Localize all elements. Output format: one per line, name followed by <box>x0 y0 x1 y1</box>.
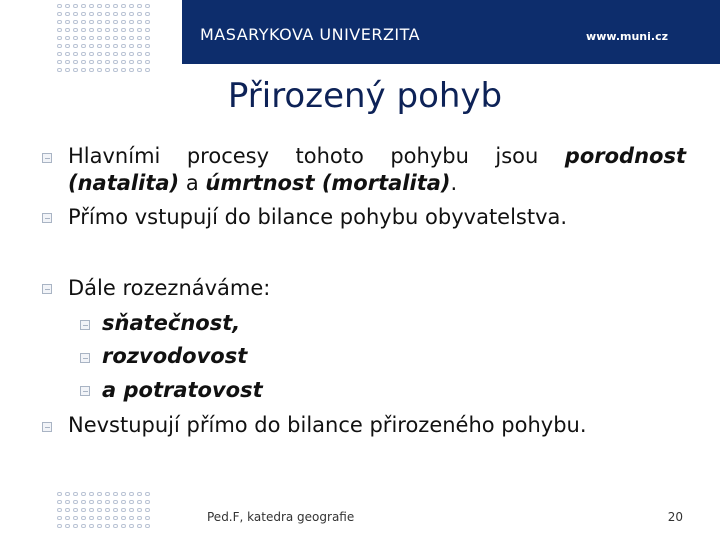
sub-bullet-icon <box>80 320 90 330</box>
bullet-text-3: Dále rozeznáváme: <box>68 276 271 300</box>
word: jsou <box>495 144 539 168</box>
word: procesy <box>186 144 270 168</box>
period: . <box>450 171 458 195</box>
slide-title: Přirozený pohyb <box>227 76 503 116</box>
header <box>0 0 720 64</box>
word: Hlavními <box>68 144 161 168</box>
sub-bullet-icon <box>80 386 90 396</box>
footer-text: Ped.F, katedra geografie <box>207 510 355 524</box>
term-umrtnost: úmrtnost (mortalita) <box>205 171 451 195</box>
bullet-icon <box>42 422 52 432</box>
word: tohoto <box>295 144 364 168</box>
bullet-text-4: Nevstupují přímo do bilance přirozeného pohybu. <box>68 413 587 437</box>
sub-item-3: a potratovost <box>102 378 263 402</box>
term-porodnost: porodnost <box>564 144 686 168</box>
bullet-icon <box>42 284 52 294</box>
dot-pattern-top <box>57 4 153 76</box>
sub-item-2: rozvodovost <box>102 344 248 368</box>
term-natalita: (natalita) <box>68 171 180 195</box>
bullet-icon <box>42 153 52 163</box>
conjunction: a <box>179 171 206 195</box>
word: pohybu <box>390 144 469 168</box>
page-number: 20 <box>667 510 683 524</box>
university-url: www.muni.cz <box>586 30 668 43</box>
bullet-text-2: Přímo vstupují do bilance pohybu obyvatelstva. <box>68 205 568 229</box>
sub-bullet-icon <box>80 353 90 363</box>
university-name: MASARYKOVA UNIVERZITA <box>200 25 421 44</box>
sub-item-1: sňatečnost, <box>102 311 241 335</box>
bullet-text-1-continued <box>68 171 457 195</box>
bullet-icon <box>42 213 52 223</box>
bullet-text-1 <box>68 144 686 168</box>
dot-pattern-bottom <box>57 492 153 532</box>
